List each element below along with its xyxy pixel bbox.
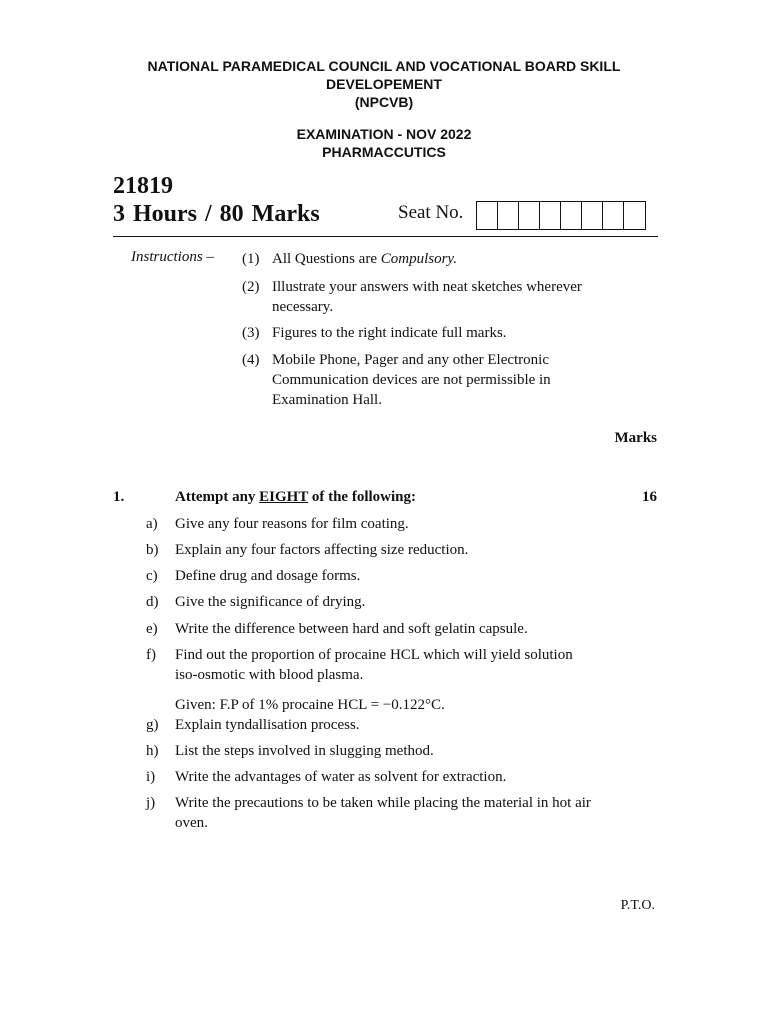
seat-box xyxy=(582,202,603,229)
sub-question-text: Write the precautions to be taken while placing the material in hot air oven. xyxy=(175,795,591,831)
sub-question xyxy=(146,592,616,612)
seat-box xyxy=(477,202,498,229)
instruction-text-part: All Questions are xyxy=(272,251,381,267)
seat-number-label: Seat No. xyxy=(398,202,464,223)
instructions-label: Instructions – xyxy=(131,249,214,265)
sub-question-text: List the steps involved in slugging method. xyxy=(175,743,434,759)
instruction-number: (2) xyxy=(242,279,260,295)
sub-question xyxy=(146,741,616,761)
instruction-emphasis: Compulsory. xyxy=(380,251,457,267)
sub-question xyxy=(146,645,596,715)
question-heading-part: Attempt any xyxy=(175,489,260,505)
sub-question-text: Explain tyndallisation process. xyxy=(175,717,360,733)
sub-question xyxy=(146,619,616,639)
seat-box xyxy=(561,202,582,229)
sub-question-text: Give any four reasons for film coating. xyxy=(175,516,409,532)
sub-question-given: Given: F.P of 1% procaine HCL = −0.122°C. xyxy=(175,697,445,713)
header-divider xyxy=(113,236,658,237)
sub-question-label: e) xyxy=(146,621,158,637)
sub-question xyxy=(146,767,616,787)
sub-question-text: Write the difference between hard and soft gelatin capsule. xyxy=(175,621,528,637)
instruction-text: Mobile Phone, Pager and any other Electronic Communication devices are not permissible in Examination Hall. xyxy=(272,352,551,408)
seat-box xyxy=(540,202,561,229)
sub-question xyxy=(146,793,606,833)
sub-question-label: c) xyxy=(146,568,158,584)
question-heading-emphasis: EIGHT xyxy=(259,489,309,505)
sub-question-label: g) xyxy=(146,717,159,733)
seat-box xyxy=(519,202,540,229)
council-acronym: (NPCVB) xyxy=(354,94,414,110)
sub-question-label: j) xyxy=(146,795,156,811)
exam-title: EXAMINATION - NOV 2022 xyxy=(296,126,472,142)
please-turn-over: P.T.O. xyxy=(620,898,655,913)
council-title-line-2: DEVELOPEMENT xyxy=(326,76,442,92)
instruction-number: (3) xyxy=(242,325,260,341)
question-heading xyxy=(175,489,416,506)
instruction-number: (4) xyxy=(242,352,260,368)
sub-question-label: h) xyxy=(146,743,159,759)
instruction-text xyxy=(272,249,642,269)
sub-question-text: Give the significance of drying. xyxy=(175,594,366,610)
seat-box xyxy=(498,202,519,229)
sub-question-text: Find out the proportion of procaine HCL which will yield solution iso-osmotic with blood plasma. xyxy=(175,647,573,683)
sub-question xyxy=(146,540,616,560)
sub-question-label: b) xyxy=(146,542,159,558)
sub-question-text: Write the advantages of water as solvent for extraction. xyxy=(175,769,507,785)
sub-question-label: d) xyxy=(146,594,159,610)
question-heading-part: of the following: xyxy=(308,489,416,505)
sub-question xyxy=(146,514,616,534)
sub-question-label: a) xyxy=(146,516,158,532)
instruction-item xyxy=(242,350,612,410)
instruction-item xyxy=(242,277,642,317)
sub-question-text: Define drug and dosage forms. xyxy=(175,568,361,584)
duration-marks: 3 Hours / 80 Marks xyxy=(113,201,320,227)
question-marks: 16 xyxy=(642,489,657,505)
council-title-line-1: NATIONAL PARAMEDICAL COUNCIL AND VOCATIONAL BOARD SKILL xyxy=(147,58,621,74)
marks-column-header: Marks xyxy=(614,430,657,446)
paper-code: 21819 xyxy=(113,173,173,199)
instruction-item xyxy=(242,323,642,343)
sub-question-label: i) xyxy=(146,769,156,785)
question-number: 1. xyxy=(113,489,125,505)
sub-question-text: Explain any four factors affecting size reduction. xyxy=(175,542,469,558)
seat-box xyxy=(603,202,624,229)
instruction-text: Illustrate your answers with neat sketches wherever necessary. xyxy=(272,279,582,315)
sub-question xyxy=(146,566,616,586)
sub-question-label: f) xyxy=(146,647,156,663)
seat-box xyxy=(624,202,645,229)
instruction-number: (1) xyxy=(242,251,260,267)
instruction-text: Figures to the right indicate full marks. xyxy=(272,325,507,341)
instruction-item xyxy=(242,249,642,269)
sub-question xyxy=(146,715,616,735)
subject-title: PHARMACCUTICS xyxy=(322,144,446,160)
seat-number-boxes xyxy=(476,201,646,230)
